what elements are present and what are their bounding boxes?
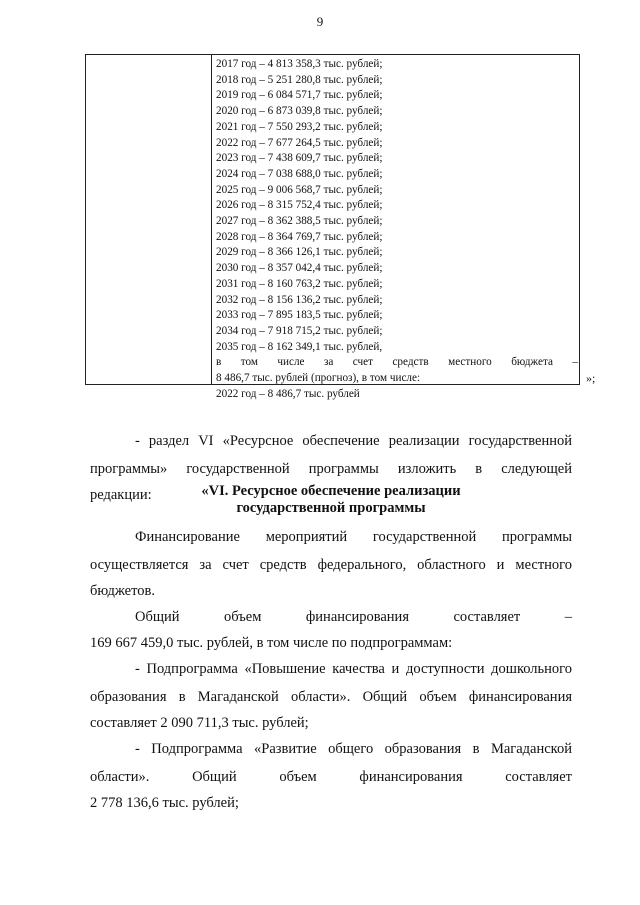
- word: местного: [448, 356, 492, 369]
- funding-row: 2028 год – 8 364 769,7 тыс. рублей;: [216, 230, 383, 243]
- table-column-divider: [211, 55, 212, 384]
- funding-row: 2035 год – 8 162 349,1 тыс. рублей,: [216, 340, 383, 353]
- local-budget-amount: 8 486,7 тыс. рублей (прогноз), в том числе:: [216, 372, 421, 385]
- section-title-line-1: «VI. Ресурсное обеспечение реализации: [201, 483, 461, 499]
- funding-row: 2030 год – 8 357 042,4 тыс. рублей;: [216, 262, 383, 275]
- funding-row: 2025 год – 9 006 568,7 тыс. рублей;: [216, 183, 383, 196]
- funding-row: 2020 год – 6 873 039,8 тыс. рублей;: [216, 105, 383, 118]
- funding-row: 2023 год – 7 438 609,7 тыс. рублей;: [216, 152, 383, 165]
- word: в: [216, 356, 222, 369]
- closing-quote: »;: [586, 371, 596, 385]
- funding-row: 2022 год – 7 677 264,5 тыс. рублей;: [216, 136, 383, 149]
- funding-row: 2027 год – 8 362 388,5 тыс. рублей;: [216, 215, 383, 228]
- funding-row: 2018 год – 5 251 280,8 тыс. рублей;: [216, 73, 383, 86]
- funding-row: 2029 год – 8 366 126,1 тыс. рублей;: [216, 246, 383, 259]
- paragraph-line: области». Общий объем финансирования составляет: [90, 769, 572, 785]
- paragraph-line: 2 778 136,6 тыс. рублей;: [90, 795, 239, 811]
- word: –: [572, 356, 578, 369]
- funding-rows: [216, 57, 578, 402]
- funding-row: 2019 год – 6 084 571,7 тыс. рублей;: [216, 89, 383, 102]
- local-budget-2022: 2022 год – 8 486,7 тыс. рублей: [216, 387, 360, 400]
- funding-row: 2032 год – 8 156 136,2 тыс. рублей;: [216, 293, 383, 306]
- funding-row: 2031 год – 8 160 763,2 тыс. рублей;: [216, 277, 383, 290]
- paragraph-line: 169 667 459,0 тыс. рублей, в том числе по подпрограммам:: [90, 635, 453, 651]
- paragraph-line: Финансирование мероприятий государственной программы: [135, 529, 572, 545]
- funding-table: [85, 54, 580, 400]
- paragraph-line: программы» государственной программы изложить в следующей: [90, 461, 572, 477]
- paragraph-line: осуществляется за счет средств федерального, областного и местного: [90, 557, 572, 573]
- funding-row: 2024 год – 7 038 688,0 тыс. рублей;: [216, 167, 383, 180]
- word: счет: [352, 356, 374, 369]
- section-title: [90, 483, 572, 517]
- paragraph-line: редакции:: [90, 487, 152, 503]
- word: средств: [392, 356, 429, 369]
- word: бюджета: [511, 356, 553, 369]
- funding-row: 2026 год – 8 315 752,4 тыс. рублей;: [216, 199, 383, 212]
- paragraph-line: составляет 2 090 711,3 тыс. рублей;: [90, 715, 309, 731]
- page-number: 9: [316, 14, 324, 29]
- word: числе: [277, 356, 305, 369]
- word: за: [323, 356, 334, 369]
- paragraph-line: - раздел VI «Ресурсное обеспечение реализации государственной: [135, 433, 572, 449]
- paragraph-line: - Подпрограмма «Развитие общего образования в Магаданской: [135, 741, 572, 757]
- funding-row: 2034 год – 7 918 715,2 тыс. рублей;: [216, 324, 383, 337]
- word: том: [240, 356, 258, 369]
- paragraph-line: - Подпрограмма «Повышение качества и доступности дошкольного: [135, 661, 572, 677]
- funding-row: 2017 год – 4 813 358,3 тыс. рублей;: [216, 58, 383, 70]
- paragraph-line: образования в Магаданской области». Общий объем финансирования: [90, 689, 572, 705]
- funding-row: 2033 год – 7 895 183,5 тыс. рублей;: [216, 309, 383, 322]
- local-budget-line: [216, 355, 578, 371]
- funding-row: 2021 год – 7 550 293,2 тыс. рублей;: [216, 120, 383, 133]
- paragraph-line: Общий объем финансирования составляет –: [135, 609, 572, 625]
- section-title-line-2: государственной программы: [236, 500, 426, 516]
- paragraph-line: бюджетов.: [90, 583, 155, 599]
